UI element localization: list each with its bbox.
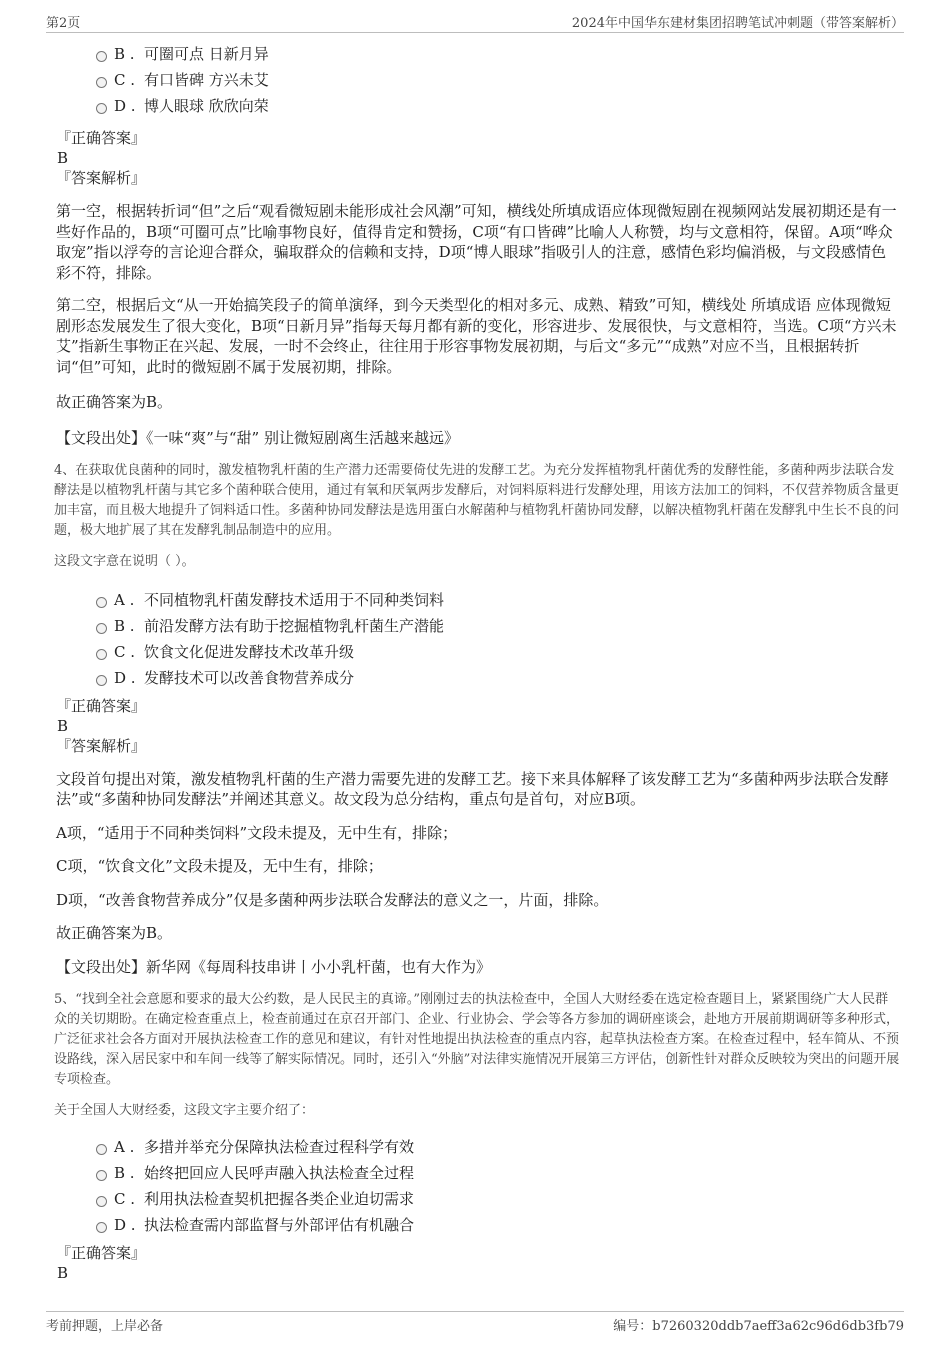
q5-option-c[interactable]	[56, 1189, 900, 1215]
radio-icon[interactable]	[96, 649, 107, 660]
answer-label: 『正确答案』	[56, 1243, 147, 1262]
radio-icon[interactable]	[96, 1170, 107, 1181]
option-letter: C .	[114, 1189, 136, 1208]
q3-options	[56, 44, 900, 122]
option-text: 不同植物乳杆菌发酵技术适用于不同种类饲料	[144, 590, 445, 609]
option-letter: B .	[114, 1163, 135, 1182]
option-letter: A .	[114, 1137, 135, 1156]
answer-label: 『正确答案』	[56, 696, 147, 715]
document-id: 编号：b7260320ddb7aeff3a62c96d6db3fb79	[613, 1319, 904, 1334]
option-letter: C .	[114, 71, 136, 89]
q5-passage: 5、“找到全社会意愿和要求的最大公约数，是人民民主的真谛。”刚刚过去的执法检查中，全国人大财经委在选定检查题目上，紧紧围绕广大人民群众的关切期盼。在确定检查重点上，检查前通过在京召开部门、企业、行业协会、学会等各方参加的调研座谈会，赴地方开展前期调研等多种形式，广泛征求社会各方面对开展执法检查工作的意见和建议，有针对性地提出执法检查的重点内容，起草执法检查方案。在检查过程中，轻车简从、不预设路线，深入居民家中和车间一线等了解实际情况。同时，还引入“外脑”对法律实施情况开展第三方评估，创新性针对群众反映较为突出的问题开展专项检查。	[54, 991, 900, 1087]
answer-value: B	[57, 716, 69, 735]
document-title: 2024年中国华东建材集团招聘笔试冲刺题（带答案解析）	[571, 16, 904, 31]
analysis-paragraph: A项，“适用于不同种类饲料”文段未提及，无中生有，排除；	[56, 823, 458, 842]
option-text: 可圈可点 日新月异	[144, 45, 269, 63]
q3-option-b[interactable]	[56, 44, 900, 70]
option-text: 博人眼球 欣欣向荣	[144, 97, 269, 115]
q5-options	[56, 1137, 900, 1241]
q4-options	[56, 590, 900, 694]
analysis-label: 『答案解析』	[56, 736, 147, 755]
q3-option-d[interactable]	[56, 96, 900, 122]
q4-option-b[interactable]	[56, 616, 900, 642]
option-text: 始终把回应人民呼声融入执法检查全过程	[144, 1163, 415, 1182]
option-letter: A .	[114, 590, 135, 609]
option-letter: B .	[114, 45, 135, 63]
analysis-conclusion: 故正确答案为B。	[56, 393, 173, 411]
radio-icon[interactable]	[96, 1144, 107, 1155]
q5-option-a[interactable]	[56, 1137, 900, 1163]
answer-label: 『正确答案』	[56, 129, 147, 147]
analysis-paragraph: 第一空，根据转折词“但”之后“观看微短剧未能形成社会风潮”可知，横线处所填成语应体现微短剧在视频网站发展初期还是有一些好作品的，B项“可圈可点”比喻事物良好，值得肯定和赞扬，C项“有口皆碑”比喻人人称赞，均与文意相符，保留。A项“哗众取宠”指以浮夸的言论迎合群众，骗取群众的信赖和支持，D项“博人眼球”指吸引人的注意，感情色彩均偏消极，与文段感情色彩不符，排除。	[56, 202, 897, 282]
option-text: 发酵技术可以改善食物营养成分	[144, 668, 355, 687]
analysis-conclusion: 故正确答案为B。	[56, 924, 173, 942]
page-footer	[46, 1311, 904, 1335]
analysis-paragraph: 第二空，根据后文“从一开始搞笑段子的简单演绎，到今天类型化的相对多元、成熟、精致”可知，横线处 所填成语 应体现微短剧形态发展发生了很大变化，B项“日新月异”指每天每月都有新的变化，形容进步、发展很快，与文意相符，当选。C项“方兴未艾”指新生事物正在兴起、发展，一时不会终止，往往用于形容事物发展初期，与后文“多元”“成熟”对应不当，且根据转折词“但”可知，此时的微短剧不属于发展初期，排除。	[56, 296, 897, 376]
page-content	[56, 44, 900, 1283]
q4-option-c[interactable]	[56, 642, 900, 668]
q4-option-d[interactable]	[56, 668, 900, 694]
option-text: 饮食文化促进发酵技术改革升级	[144, 642, 355, 661]
page-header	[46, 12, 904, 33]
radio-icon[interactable]	[96, 1196, 107, 1207]
radio-icon[interactable]	[96, 1222, 107, 1233]
q5-question: 关于全国人大财经委，这段文字主要介绍了：	[54, 1102, 315, 1118]
option-text: 有口皆碑 方兴未艾	[144, 71, 269, 89]
q4-option-a[interactable]	[56, 590, 900, 616]
option-letter: B .	[114, 616, 135, 635]
option-text: 利用执法检查契机把握各类企业迫切需求	[144, 1189, 415, 1208]
analysis-paragraph: D项，“改善食物营养成分”仅是多菌种两步法联合发酵法的意义之一，片面，排除。	[56, 890, 609, 909]
q4-question: 这段文字意在说明（ ）。	[54, 553, 195, 569]
option-letter: D .	[114, 1215, 136, 1234]
answer-value: B	[57, 149, 69, 167]
radio-icon[interactable]	[96, 623, 107, 634]
page-number: 第2页	[46, 16, 81, 31]
q3-option-c[interactable]	[56, 70, 900, 96]
radio-icon[interactable]	[96, 675, 107, 686]
radio-icon[interactable]	[96, 597, 107, 608]
option-letter: C .	[114, 642, 136, 661]
radio-icon[interactable]	[96, 103, 107, 114]
option-letter: D .	[114, 668, 136, 687]
answer-value: B	[57, 1263, 69, 1282]
radio-icon[interactable]	[96, 51, 107, 62]
analysis-label: 『答案解析』	[56, 169, 147, 187]
source-citation: 【文段出处】新华网《每周科技串讲丨小小乳杆菌，也有大作为》	[56, 957, 492, 976]
option-text: 执法检查需内部监督与外部评估有机融合	[144, 1215, 415, 1234]
analysis-paragraph: C项，“饮食文化”文段未提及，无中生有，排除；	[56, 857, 383, 875]
option-letter: D .	[114, 97, 136, 115]
radio-icon[interactable]	[96, 77, 107, 88]
q4-passage: 4、在获取优良菌种的同时，激发植物乳杆菌的生产潜力还需要倚仗先进的发酵工艺。为充分发挥植物乳杆菌优秀的发酵性能，多菌种两步法联合发酵法是以植物乳杆菌与其它多个菌种联合使用，通过有氧和厌氧两步发酵后，对饲料原料进行发酵处理，用该方法加工的饲料，不仅营养物质含量更加丰富，而且极大地提升了饲料适口性。多菌种协同发酵法是选用蛋白水解菌种与植物乳杆菌协同发酵，以解决植物乳杆菌在发酵乳中生长不良的问题，极大地扩展了其在发酵乳制品制造中的应用。	[54, 462, 900, 538]
q5-option-d[interactable]	[56, 1215, 900, 1241]
footer-slogan: 考前押题，上岸必备	[46, 1319, 164, 1334]
analysis-paragraph: 文段首句提出对策，激发植物乳杆菌的生产潜力需要先进的发酵工艺。接下来具体解释了该发酵工艺为“多菌种两步法联合发酵法”或“多菌种协同发酵法”并阐述其意义。故文段为总分结构，重点句是首句，对应B项。	[56, 769, 889, 808]
q5-option-b[interactable]	[56, 1163, 900, 1189]
source-citation: 【文段出处】《一味“爽”与“甜” 别让微短剧离生活越来越远》	[56, 428, 459, 447]
option-text: 前沿发酵方法有助于挖掘植物乳杆菌生产潜能	[144, 616, 445, 635]
option-text: 多措并举充分保障执法检查过程科学有效	[144, 1137, 415, 1156]
